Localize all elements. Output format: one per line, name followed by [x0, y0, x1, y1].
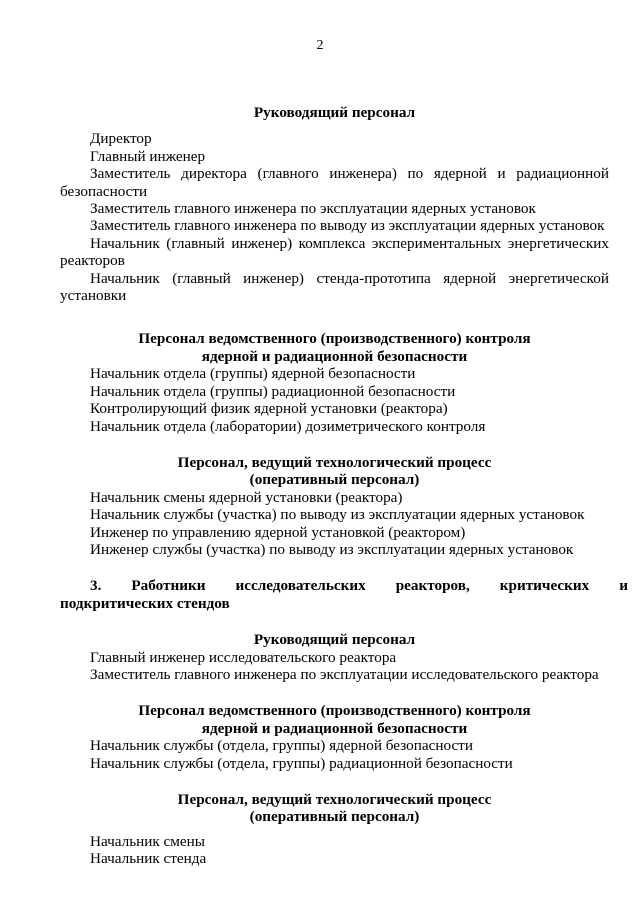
section-heading-line: Руководящий персонал — [253, 631, 416, 649]
section-heading-line: ядерной и радиационной безопасности — [201, 719, 468, 737]
section-heading — [60, 702, 609, 737]
section-heading-line: Персонал ведомственного (производственного) контроля — [138, 702, 531, 720]
part-number: 3. — [90, 577, 102, 595]
list-item: Начальник стенда — [90, 850, 207, 868]
section-heading-line: Руководящий персонал — [253, 104, 416, 121]
part-heading — [60, 577, 629, 612]
list-item: Начальник службы (отдела, группы) ядерной безопасности — [90, 737, 473, 755]
list-item: Начальник смены — [90, 832, 205, 850]
section-heading-line: Персонал ведомственного (производственного) контроля — [138, 330, 531, 348]
part-heading-word: исследовательских — [235, 577, 366, 595]
page-number: 2 — [316, 38, 324, 53]
list-item: Инженер по управлению ядерной установкой (реактором) — [90, 523, 466, 541]
list-item: Начальник отдела (группы) ядерной безопасности — [90, 365, 416, 383]
list-item: Заместитель главного инженера по эксплуатации исследовательского реактора — [90, 665, 599, 683]
list-item: Начальник отдела (группы) радиационной безопасности — [90, 382, 456, 400]
list-item: Главный инженер — [90, 147, 206, 165]
section-heading-line: ядерной и радиационной безопасности — [201, 347, 468, 365]
list-item: Главный инженер исследовательского реактора — [90, 648, 397, 666]
document-body — [60, 104, 629, 868]
list-item: Начальник (главный инженер) комплекса экспериментальных энергетических реакторов — [60, 234, 609, 270]
list-item: Инженер службы (участка) по выводу из эксплуатации ядерных установок — [90, 540, 574, 558]
list-item: Начальник службы (отдела, группы) радиационной безопасности — [90, 754, 513, 772]
list-item: Начальник службы (участка) по выводу из эксплуатации ядерных установок — [90, 506, 585, 524]
section-heading — [60, 330, 609, 365]
section-heading — [60, 791, 609, 826]
section-heading-line: Персонал, ведущий технологический процесс — [177, 791, 492, 808]
list-item: Директор — [90, 130, 152, 148]
list-item: Начальник отдела (лаборатории) дозиметрического контроля — [90, 417, 486, 435]
list-item: Заместитель директора (главного инженера) по ядерной и радиационной безопасности — [60, 165, 609, 200]
part-heading-word: Работники — [131, 577, 206, 595]
list-item: Заместитель главного инженера по выводу из эксплуатации ядерных установок — [90, 217, 605, 235]
list-item: Начальник (главный инженер) стенда-прототипа ядерной энергетической установки — [60, 269, 609, 305]
section-heading-line: (оперативный персонал) — [249, 471, 420, 489]
part-heading-word: критических — [499, 577, 590, 595]
section-heading — [60, 631, 609, 648]
section-heading — [60, 454, 609, 489]
part-heading-line — [60, 577, 629, 595]
list-item: Контролирующий физик ядерной установки (реактора) — [90, 400, 448, 418]
part-heading-word: и — [619, 577, 629, 595]
section-heading-line: (оперативный персонал) — [249, 808, 420, 826]
part-heading-word: реакторов, — [395, 577, 470, 595]
list-item: Начальник смены ядерной установки (реактора) — [90, 488, 403, 506]
part-heading-line: подкритических стендов — [60, 594, 230, 612]
list-item: Заместитель главного инженера по эксплуатации ядерных установок — [90, 200, 536, 218]
section-heading — [60, 104, 609, 121]
section-heading-line: Персонал, ведущий технологический процесс — [177, 453, 492, 471]
